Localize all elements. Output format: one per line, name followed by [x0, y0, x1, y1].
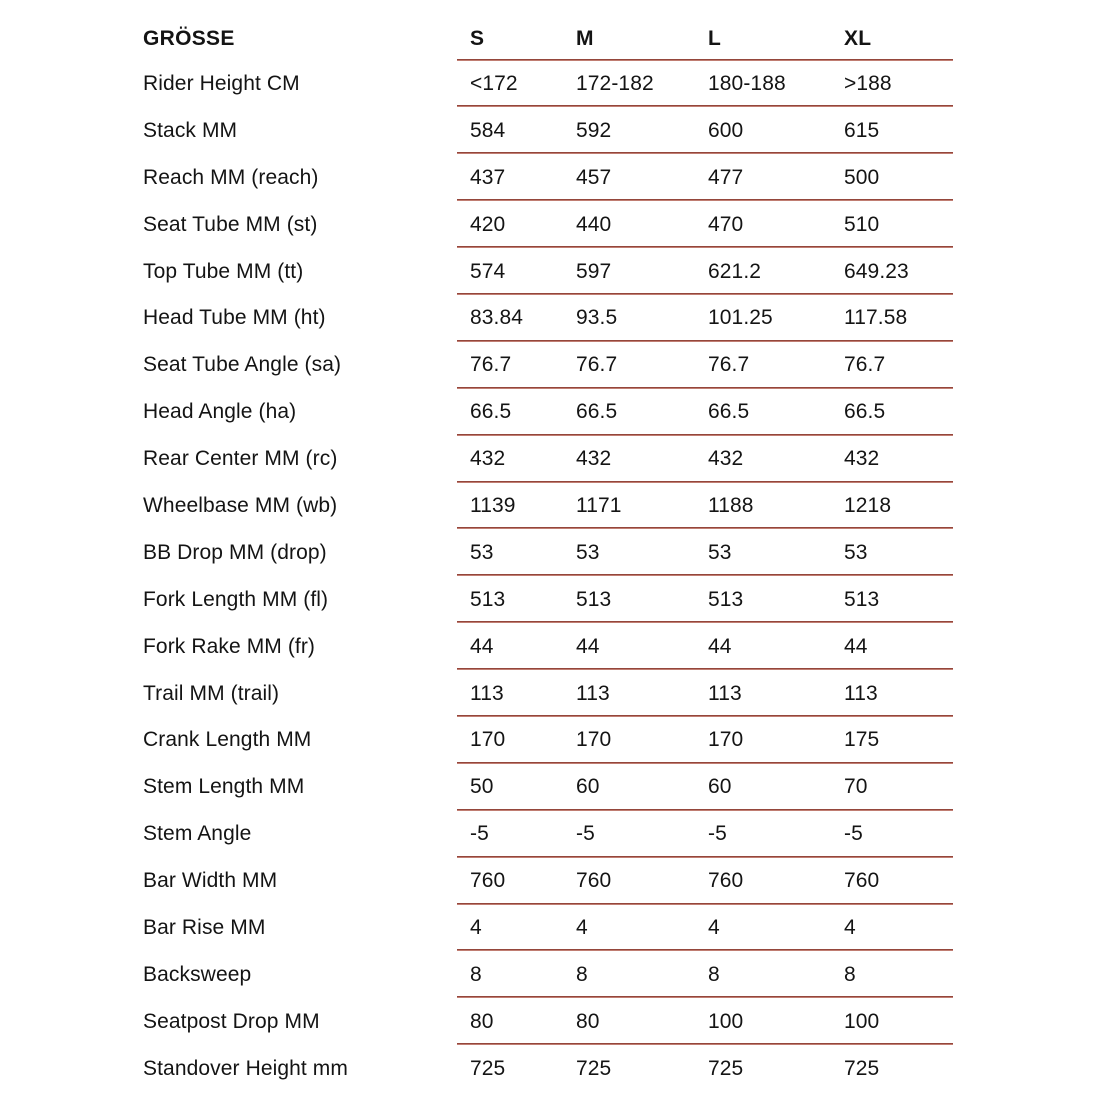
row-label: Rear Center MM (rc)	[143, 447, 338, 471]
cell-value: 60	[708, 775, 732, 799]
cell-value: 83.84	[470, 306, 524, 330]
row-values	[457, 998, 953, 1045]
cell-value: -5	[844, 822, 863, 846]
table-row	[143, 717, 953, 764]
column-header-m: M	[576, 26, 594, 50]
cell-value: 101.25	[708, 306, 773, 330]
cell-value: 53	[708, 540, 732, 564]
cell-value: 8	[708, 962, 720, 986]
cell-value: 621.2	[708, 259, 762, 283]
table-row	[143, 576, 953, 623]
cell-value: 597	[576, 259, 612, 283]
row-label: BB Drop MM (drop)	[143, 540, 327, 564]
cell-value: 8	[470, 962, 482, 986]
row-values	[457, 670, 953, 717]
cell-value: 725	[708, 1056, 744, 1080]
cell-value: 513	[844, 587, 880, 611]
row-values	[457, 576, 953, 623]
table-row	[143, 623, 953, 670]
table-row	[143, 248, 953, 295]
row-values	[457, 529, 953, 576]
cell-value: 66.5	[470, 400, 512, 424]
cell-value: 584	[470, 118, 506, 142]
row-label: Reach MM (reach)	[143, 165, 319, 189]
cell-value: 760	[470, 869, 506, 893]
cell-value: 170	[470, 728, 506, 752]
row-values	[457, 951, 953, 998]
cell-value: 432	[576, 447, 612, 471]
table-row	[143, 1045, 953, 1092]
row-label: Backsweep	[143, 962, 252, 986]
cell-value: 600	[708, 118, 744, 142]
cell-value: 500	[844, 165, 880, 189]
cell-value: 4	[470, 915, 482, 939]
row-values	[457, 905, 953, 952]
cell-value: 44	[470, 634, 494, 658]
cell-value: 725	[470, 1056, 506, 1080]
cell-value: 432	[470, 447, 506, 471]
cell-value: 1188	[708, 493, 754, 517]
row-values	[457, 248, 953, 295]
table-row	[143, 764, 953, 811]
table-body	[143, 61, 953, 1093]
cell-value: 725	[844, 1056, 880, 1080]
cell-value: 170	[708, 728, 744, 752]
table-row	[143, 389, 953, 436]
row-label: Fork Rake MM (fr)	[143, 634, 316, 658]
cell-value: 100	[844, 1009, 880, 1033]
cell-value: 8	[576, 962, 588, 986]
cell-value: 66.5	[844, 400, 886, 424]
cell-value: 477	[708, 165, 744, 189]
cell-value: 592	[576, 118, 612, 142]
row-values	[457, 154, 953, 201]
column-header-xl: XL	[844, 26, 872, 50]
cell-value: 50	[470, 775, 494, 799]
cell-value: 513	[576, 587, 612, 611]
row-values	[457, 717, 953, 764]
cell-value: 117.58	[844, 306, 908, 330]
row-label: Stack MM	[143, 118, 238, 142]
cell-value: 437	[470, 165, 506, 189]
row-label: Crank Length MM	[143, 728, 312, 752]
cell-value: 725	[576, 1056, 612, 1080]
cell-value: 457	[576, 165, 612, 189]
cell-value: 172-182	[576, 71, 654, 95]
table-header-sizes	[457, 0, 953, 61]
row-label: Seatpost Drop MM	[143, 1009, 320, 1033]
cell-value: 649.23	[844, 259, 909, 283]
row-label: Wheelbase MM (wb)	[143, 493, 338, 517]
row-label: Rider Height CM	[143, 71, 300, 95]
cell-value: 432	[844, 447, 880, 471]
column-header-s: S	[470, 26, 485, 50]
cell-value: 420	[470, 212, 506, 236]
cell-value: 113	[844, 681, 878, 705]
cell-value: 93.5	[576, 306, 618, 330]
cell-value: 510	[844, 212, 880, 236]
table-row	[143, 998, 953, 1045]
cell-value: 574	[470, 259, 506, 283]
cell-value: 70	[844, 775, 868, 799]
cell-value: 53	[844, 540, 868, 564]
size-column-header: GRÖSSE	[143, 26, 235, 50]
table-row	[143, 529, 953, 576]
row-label: Bar Width MM	[143, 869, 278, 893]
cell-value: <172	[470, 71, 518, 95]
cell-value: 513	[470, 587, 506, 611]
table-row	[143, 201, 953, 248]
cell-value: 76.7	[708, 353, 750, 377]
cell-value: 760	[844, 869, 880, 893]
cell-value: 76.7	[470, 353, 512, 377]
row-values	[457, 1045, 953, 1092]
cell-value: 80	[470, 1009, 494, 1033]
row-values	[457, 61, 953, 108]
row-values	[457, 389, 953, 436]
table-row	[143, 154, 953, 201]
row-values	[457, 201, 953, 248]
cell-value: 44	[844, 634, 868, 658]
cell-value: 113	[576, 681, 610, 705]
cell-value: 615	[844, 118, 880, 142]
cell-value: 1218	[844, 493, 892, 517]
row-values	[457, 623, 953, 670]
cell-value: 175	[844, 728, 880, 752]
row-label: Bar Rise MM	[143, 915, 266, 939]
cell-value: -5	[708, 822, 727, 846]
cell-value: -5	[470, 822, 489, 846]
cell-value: 76.7	[576, 353, 618, 377]
cell-value: >188	[844, 71, 892, 95]
row-label: Trail MM (trail)	[143, 681, 280, 705]
row-values	[457, 436, 953, 483]
table-row	[143, 436, 953, 483]
table-row	[143, 107, 953, 154]
cell-value: 53	[576, 540, 600, 564]
row-label: Fork Length MM (fl)	[143, 587, 329, 611]
cell-value: 66.5	[708, 400, 750, 424]
cell-value: 513	[708, 587, 744, 611]
cell-value: 44	[576, 634, 600, 658]
cell-value: 76.7	[844, 353, 886, 377]
cell-value: 113	[708, 681, 742, 705]
cell-value: 100	[708, 1009, 744, 1033]
cell-value: 470	[708, 212, 744, 236]
row-values	[457, 483, 953, 530]
row-label: Seat Tube MM (st)	[143, 212, 318, 236]
row-values	[457, 764, 953, 811]
row-label: Head Tube MM (ht)	[143, 306, 326, 330]
table-row	[143, 61, 953, 108]
row-values	[457, 342, 953, 389]
cell-value: 44	[708, 634, 732, 658]
table-row	[143, 951, 953, 998]
row-label: Stem Length MM	[143, 775, 305, 799]
cell-value: 432	[708, 447, 744, 471]
row-label: Head Angle (ha)	[143, 400, 297, 424]
row-label: Standover Height mm	[143, 1056, 348, 1080]
cell-value: 113	[470, 681, 504, 705]
cell-value: -5	[576, 822, 595, 846]
row-values	[457, 858, 953, 905]
cell-value: 4	[708, 915, 720, 939]
table-row	[143, 905, 953, 952]
table-row	[143, 295, 953, 342]
cell-value: 80	[576, 1009, 600, 1033]
cell-value: 4	[576, 915, 588, 939]
row-values	[457, 811, 953, 858]
row-label: Seat Tube Angle (sa)	[143, 353, 342, 377]
cell-value: 66.5	[576, 400, 618, 424]
cell-value: 60	[576, 775, 600, 799]
table-row	[143, 811, 953, 858]
cell-value: 760	[708, 869, 744, 893]
cell-value: 4	[844, 915, 856, 939]
table-header-row	[143, 0, 953, 61]
table-row	[143, 670, 953, 717]
cell-value: 170	[576, 728, 612, 752]
table-row	[143, 858, 953, 905]
row-label: Top Tube MM (tt)	[143, 259, 304, 283]
cell-value: 180-188	[708, 71, 786, 95]
cell-value: 8	[844, 962, 856, 986]
column-header-l: L	[708, 26, 722, 50]
row-values	[457, 107, 953, 154]
cell-value: 53	[470, 540, 494, 564]
cell-value: 1171	[576, 493, 622, 517]
row-values	[457, 295, 953, 342]
cell-value: 440	[576, 212, 612, 236]
cell-value: 760	[576, 869, 612, 893]
row-label: Stem Angle	[143, 822, 252, 846]
table-row	[143, 342, 953, 389]
table-row	[143, 483, 953, 530]
cell-value: 1139	[470, 493, 516, 517]
